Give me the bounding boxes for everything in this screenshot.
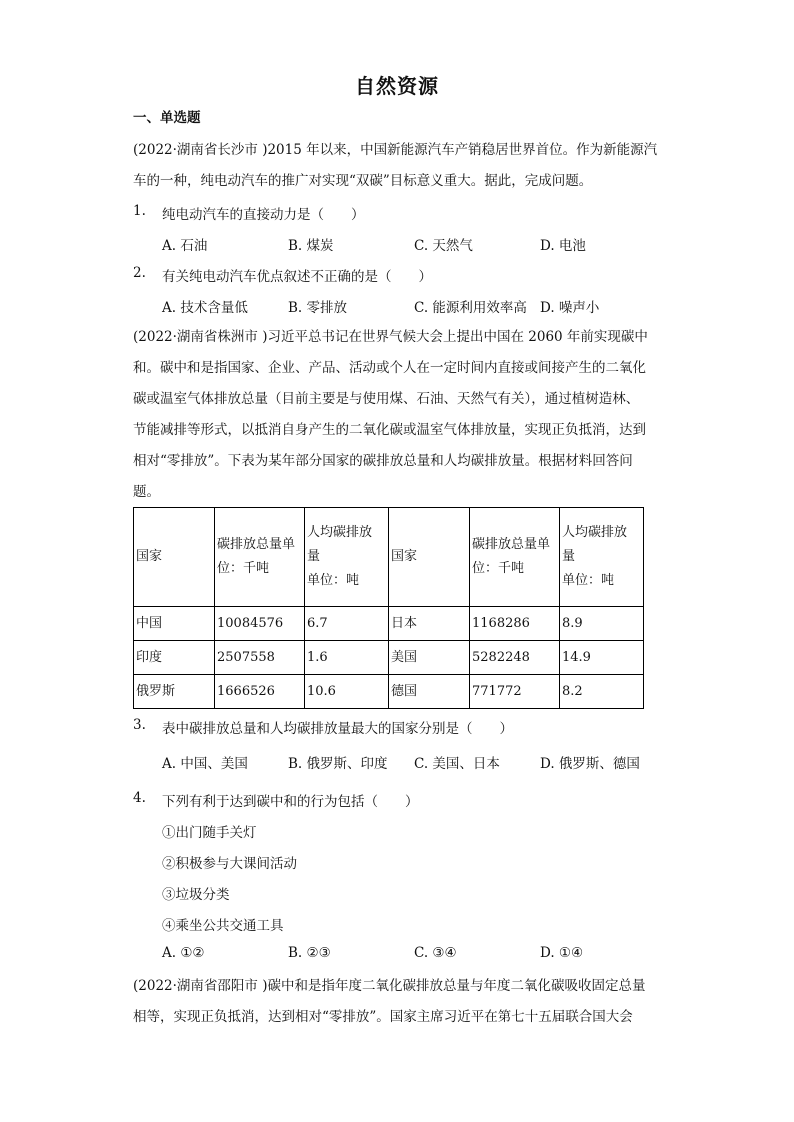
question-2-option-c[interactable]: C. 能源利用效率高	[414, 300, 527, 316]
question-2-number: 2.	[133, 265, 146, 281]
table-cell: 771772	[470, 675, 560, 709]
header-country-1: 国家	[134, 508, 215, 607]
table-header-row	[134, 508, 644, 607]
table-cell: 印度	[134, 641, 215, 675]
question-4-item-2: ②积极参与大课间活动	[162, 856, 297, 872]
question-4-option-d[interactable]: D. ①④	[540, 945, 584, 961]
table-row	[134, 675, 644, 709]
header-total-1-line-2: 位：千吨	[217, 561, 270, 576]
question-2-option-b[interactable]: B. 零排放	[288, 300, 348, 316]
page-title: 自然资源	[355, 74, 439, 98]
table-cell: 2507558	[215, 641, 305, 675]
header-percap-1-line-2: 量	[307, 549, 321, 564]
question-4-option-b[interactable]: B. ②③	[288, 945, 331, 961]
table-cell: 6.7	[305, 607, 389, 641]
table-cell: 10.6	[305, 675, 389, 709]
question-2-option-a[interactable]: A. 技术含量低	[162, 300, 248, 316]
passage-1-line-2: 车的一种，纯电动汽车的推广对实现“双碳”目标意义重大。据此，完成问题。	[133, 173, 593, 189]
header-total-1-line-1: 碳排放总量单	[217, 537, 296, 552]
passage-2-line-2: 和。碳中和是指国家、企业、产品、活动或个人在一定时间内直接或间接产生的二氧化	[133, 360, 646, 376]
question-2-option-d[interactable]: D. 噪声小	[540, 300, 600, 316]
table-cell: 8.9	[560, 607, 644, 641]
question-3-text: 表中碳排放总量和人均碳排放量最大的国家分别是（ ）	[162, 721, 513, 737]
question-3-option-b[interactable]: B. 俄罗斯、印度	[288, 756, 388, 772]
header-total-1	[215, 508, 305, 607]
table-cell: 14.9	[560, 641, 644, 675]
header-percap-1-line-1: 人均碳排放	[307, 525, 373, 540]
question-3-option-c[interactable]: C. 美国、日本	[414, 756, 500, 772]
header-total-2	[470, 508, 560, 607]
passage-2-line-5: 相对“零排放”。下表为某年部分国家的碳排放总量和人均碳排放量。根据材料回答问	[133, 453, 633, 469]
header-percap-2	[560, 508, 644, 607]
header-percap-2-line-3: 单位：吨	[562, 573, 615, 588]
passage-3-line-1: (2022·湖南省邵阳市 )碳中和是指年度二氧化碳排放总量与年度二氧化碳吸收固定总量	[133, 978, 646, 994]
header-total-2-line-2: 位：千吨	[472, 561, 525, 576]
passage-1-line-1: (2022·湖南省长沙市 )2015 年以来，中国新能源汽车产销稳居世界首位。作为新能源汽	[133, 142, 658, 158]
table-cell: 中国	[134, 607, 215, 641]
question-1-option-a[interactable]: A. 石油	[162, 238, 208, 254]
question-4-option-a[interactable]: A. ①②	[162, 945, 205, 961]
question-1-option-d[interactable]: D. 电池	[540, 238, 586, 254]
table-cell: 8.2	[560, 675, 644, 709]
passage-2-line-3: 碳或温室气体排放总量（目前主要是与使用煤、石油、天然气有关），通过植树造林、	[133, 391, 640, 407]
question-3-option-d[interactable]: D. 俄罗斯、德国	[540, 756, 640, 772]
table-cell: 1666526	[215, 675, 305, 709]
question-1-number: 1.	[133, 203, 146, 219]
question-1-option-b[interactable]: B. 煤炭	[288, 238, 334, 254]
header-percap-2-line-1: 人均碳排放	[562, 525, 628, 540]
table-cell: 10084576	[215, 607, 305, 641]
question-4-option-c[interactable]: C. ③④	[414, 945, 457, 961]
question-1-option-c[interactable]: C. 天然气	[414, 238, 473, 254]
passage-2-line-6: 题。	[133, 484, 160, 500]
header-percap-1-line-3: 单位：吨	[307, 573, 360, 588]
header-total-2-line-1: 碳排放总量单	[472, 537, 551, 552]
header-percap-2-line-2: 量	[562, 549, 576, 564]
table-cell: 美国	[389, 641, 470, 675]
question-3-option-a[interactable]: A. 中国、美国	[162, 756, 248, 772]
table-cell: 5282248	[470, 641, 560, 675]
section-heading: 一、单选题	[133, 110, 201, 126]
header-percap-1	[305, 508, 389, 607]
carbon-emissions-table	[133, 507, 644, 709]
question-1-text: 纯电动汽车的直接动力是（ ）	[162, 207, 365, 223]
passage-2-line-1: (2022·湖南省株洲市 )习近平总书记在世界气候大会上提出中国在 2060 年前实现碳中	[133, 329, 648, 345]
table-cell: 德国	[389, 675, 470, 709]
question-4-item-4: ④乘坐公共交通工具	[162, 918, 284, 934]
passage-2-line-4: 节能减排等形式，以抵消自身产生的二氧化碳或温室气体排放量，实现正负抵消，达到	[133, 422, 646, 438]
question-4-number: 4.	[133, 790, 146, 806]
question-2-text: 有关纯电动汽车优点叙述不正确的是（ ）	[162, 269, 432, 285]
question-4-text: 下列有利于达到碳中和的行为包括（ ）	[162, 794, 419, 810]
passage-3-line-2: 相等，实现正负抵消，达到相对“零排放”。国家主席习近平在第七十五届联合国大会	[133, 1009, 633, 1025]
question-3-number: 3.	[133, 717, 146, 733]
header-country-2: 国家	[389, 508, 470, 607]
table-row	[134, 641, 644, 675]
question-4-item-1: ①出门随手关灯	[162, 825, 257, 841]
table-cell: 1168286	[470, 607, 560, 641]
question-4-item-3: ③垃圾分类	[162, 887, 230, 903]
table-cell: 日本	[389, 607, 470, 641]
table-row	[134, 607, 644, 641]
table-cell: 俄罗斯	[134, 675, 215, 709]
table-cell: 1.6	[305, 641, 389, 675]
